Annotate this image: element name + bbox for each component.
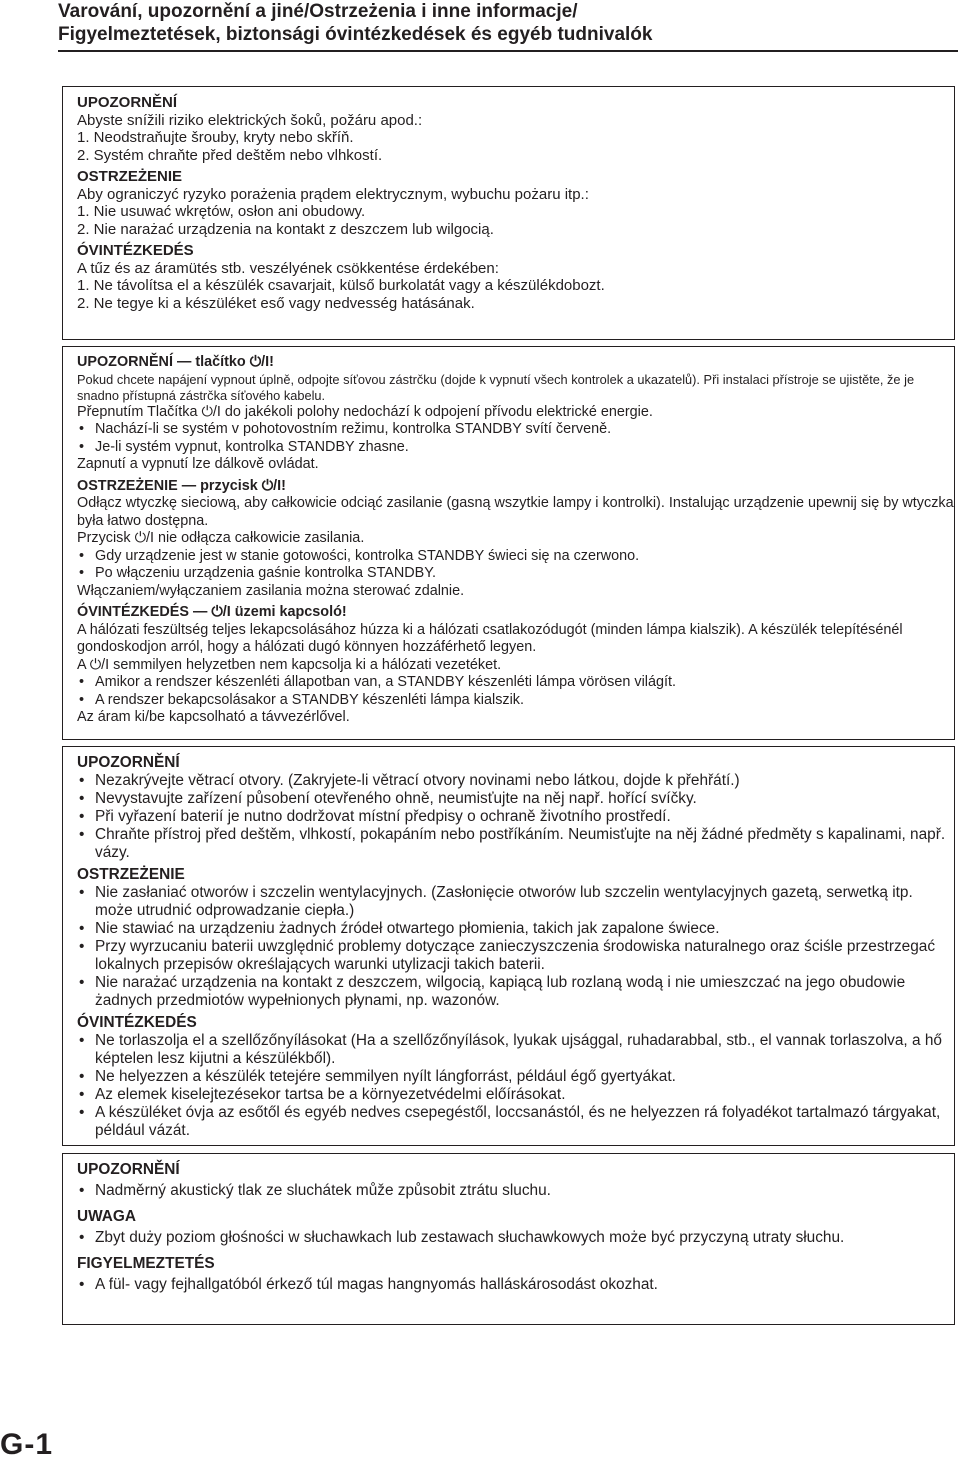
list-item: • Nevystavujte zařízení působení otevřeného ohně, neumisťujte na něj např. hořící svíčky.: [77, 790, 954, 808]
cz-bullet-list: [77, 1182, 954, 1200]
cz-bullet-list: [77, 421, 954, 456]
safety-box-power-switch: [62, 346, 955, 740]
pl-paragraph: Odłącz wtyczkę sieciową, aby całkowicie odciąć zasilanie (gasną wszytkie lampy i kontrolki). Instalując urządzenie upewnij się by wtyczka była łatwo dostępna.: [77, 495, 954, 529]
safety-box-ventilation: [62, 746, 955, 1146]
pl-heading: OSTRZEŻENIE — przycisk ⏻/I!: [77, 477, 286, 494]
hu-bullet-list: [77, 674, 954, 709]
hu-intro: A tűz és az áramütés stb. veszélyének csökkentése érdekében:: [77, 259, 499, 277]
hu-bullet-list: [77, 1276, 954, 1294]
list-item: • Nie stawiać na urządzeniu żadnych źródeł otwartego płomienia, takich jak zapalone świece.: [77, 920, 954, 938]
pl-bullet-list: [77, 1229, 954, 1247]
list-item: • Ne helyezzen a készülék tetejére semmilyen nyílt lángforrást, például égő gyertyákat.: [77, 1068, 954, 1086]
list-item: • Przy wyrzucaniu baterii uwzględnić problemy dotyczące zanieczyszczenia środowiska naturalnego oraz ściśle przestrzegać lokalnych przepisów określających warunki utylizacji takich baterii.: [77, 938, 954, 974]
pl-bullet-list: [77, 548, 954, 583]
list-item: • Nachází-li se systém v pohotovostním režimu, kontrolka STANDBY svítí červeně.: [77, 421, 954, 439]
list-item: • Při vyřazení baterií je nutno dodržovat místní předpisy o ochraně životního prostředí.: [77, 808, 954, 826]
list-item: • Po włączeniu urządzenia gaśnie kontrolka STANDBY.: [77, 565, 954, 583]
list-item: • Nie narażać urządzenia na kontakt z deszczem, wilgocią, kapiącą lub rozlaną wodą i nie umieszczać na jego obudowie żadnych przedmiotów wypełnionych płynami, np. wazonów.: [77, 974, 954, 1010]
cz-item: 1. Neodstraňujte šrouby, kryty nebo skříň.: [77, 129, 354, 146]
title-line-1: Varování, upozornění a jiné/Ostrzeżenia i inne informacje/: [58, 1, 578, 22]
pl-paragraph: Przycisk ⏻/I nie odłącza całkowicie zasilania.: [77, 530, 365, 546]
cz-intro: Abyste snížili riziko elektrických šoků, požáru apod.:: [77, 111, 423, 129]
list-item: • Amikor a rendszer készenléti állapotban van, a STANDBY készenléti lámpa vörösen világít.: [77, 674, 954, 692]
list-item: • Chraňte přístroj před deštěm, vlhkostí, pokapáním nebo postříkáním. Neumisťujte na něj žádné předměty s kapalinami, např. vázy.: [77, 826, 954, 862]
list-item: • Ne torlaszolja el a szellőzőnyílásokat (Ha a szellőzőnyílások, lyukak ujsággal, ruhadarabbal, stb., el vannak torlaszolva, a hő képtelen lesz kijutni a készülékből).: [77, 1032, 954, 1068]
cz-item: 2. Systém chraňte před deštěm nebo vlhkostí.: [77, 146, 383, 164]
pl-bullet-list: [77, 884, 954, 1010]
hu-heading: ÓVINTÉZKEDÉS: [77, 1014, 197, 1031]
list-item: • Gdy urządzenie jest w stanie gotowości, kontrolka STANDBY świeci się na czerwono.: [77, 548, 954, 566]
safety-box-shock: [62, 86, 955, 340]
hu-heading: ÓVINTÉZKEDÉS — ⏻/I üzemi kapcsoló!: [77, 604, 347, 620]
cz-heading: UPOZORNĚNÍ: [77, 754, 180, 771]
cz-bullet-list: [77, 772, 954, 862]
list-item: • Nie zasłaniać otworów i szczelin wentylacyjnych. (Zasłonięcie otworów lub szczelin wentylacyjnych gazetą, serwetką itp. może utrudnić odprowadzanie ciepła.): [77, 884, 954, 920]
list-item: • Nadměrný akustický tlak ze sluchátek může způsobit ztrátu sluchu.: [77, 1182, 954, 1200]
list-item: • Az elemek kiselejtezésekor tartsa be a környezetvédelmi előírásokat.: [77, 1086, 954, 1104]
pl-heading: UWAGA: [77, 1208, 136, 1225]
pl-heading: OSTRZEŻENIE: [77, 168, 183, 185]
cz-note-small: Pokud chcete napájení vypnout úplně, odpojte síťovou zástrčku (dojde k vypnutí všech kontrolek a ukazatelů). Při instalaci přístroje se ujistěte, že je snadno přístupná zástrčka síťového kabelu.: [77, 371, 915, 403]
page-number: G-1: [0, 1428, 54, 1461]
pl-intro: Aby ograniczyć ryzyko porażenia prądem elektrycznym, wybuchu pożaru itp.:: [77, 185, 589, 203]
page-title: [58, 0, 958, 52]
cz-paragraph: Přepnutím Tlačítka ⏻/I do jakékoli polohy nedochází k odpojení přívodu elektrické energie.: [77, 403, 653, 420]
hu-paragraph: Az áram ki/be kapcsolható a távvezérlővel.: [77, 709, 350, 725]
hu-bullet-list: [77, 1032, 954, 1140]
list-item: • A fül- vagy fejhallgatóból érkező túl magas hangnyomás halláskárosodást okozhat.: [77, 1276, 954, 1294]
hu-item: 2. Ne tegye ki a készüléket eső vagy nedvesség hatásának.: [77, 294, 475, 312]
hu-heading: FIGYELMEZTETÉS: [77, 1255, 215, 1272]
hu-item: 1. Ne távolítsa el a készülék csavarjait, külső burkolatát vagy a készülékdobozt.: [77, 277, 605, 294]
cz-heading: UPOZORNĚNÍ: [77, 94, 178, 111]
hu-heading: ÓVINTÉZKEDÉS: [77, 242, 194, 259]
cz-paragraph: Zapnutí a vypnutí lze dálkově ovládat.: [77, 456, 319, 472]
title-line-2: Figyelmeztetések, biztonsági óvintézkedések és egyéb tudnivalók: [58, 24, 653, 45]
pl-paragraph: Włączaniem/wyłączaniem zasilania można sterować zdalnie.: [77, 582, 465, 599]
pl-item: 1. Nie usuwać wkrętów, osłon ani obudowy.: [77, 203, 366, 220]
hu-paragraph: A ⏻/I semmilyen helyzetben nem kapcsolja ki a hálózati vezetéket.: [77, 656, 502, 673]
list-item: • A rendszer bekapcsolásakor a STANDBY készenléti lámpa kialszik.: [77, 692, 954, 710]
cz-heading: UPOZORNĚNÍ — tlačítko ⏻/I!: [77, 354, 274, 370]
list-item: • Zbyt duży poziom głośności w słuchawkach lub zestawach słuchawkowych może być przyczyną utraty słuchu.: [77, 1229, 954, 1247]
pl-item: 2. Nie narażać urządzenia na kontakt z deszczem lub wilgocią.: [77, 220, 494, 238]
cz-heading: UPOZORNĚNÍ: [77, 1161, 180, 1178]
pl-heading: OSTRZEŻENIE: [77, 866, 185, 883]
hu-paragraph: A hálózati feszültség teljes lekapcsolásához húzza ki a hálózati csatlakozódugót (minden lámpa kialszik). A készülék telepítésénél gondoskodjon arról, hogy a hálózati dugó könnyen hozzáférhető legyen.: [77, 621, 903, 655]
list-item: • Nezakrývejte větrací otvory. (Zakryjete-li větrací otvory novinami nebo látkou, dojde k přehřátí.): [77, 772, 954, 790]
safety-box-headphones: [62, 1153, 955, 1325]
list-item: • Je-li systém vypnut, kontrolka STANDBY zhasne.: [77, 439, 954, 457]
list-item: • A készüléket óvja az esőtől és egyéb nedves csepegéstől, loccsanástól, és ne helyezzen rá folyadékot tartalmazó tárgyakat, például vázát.: [77, 1104, 954, 1140]
